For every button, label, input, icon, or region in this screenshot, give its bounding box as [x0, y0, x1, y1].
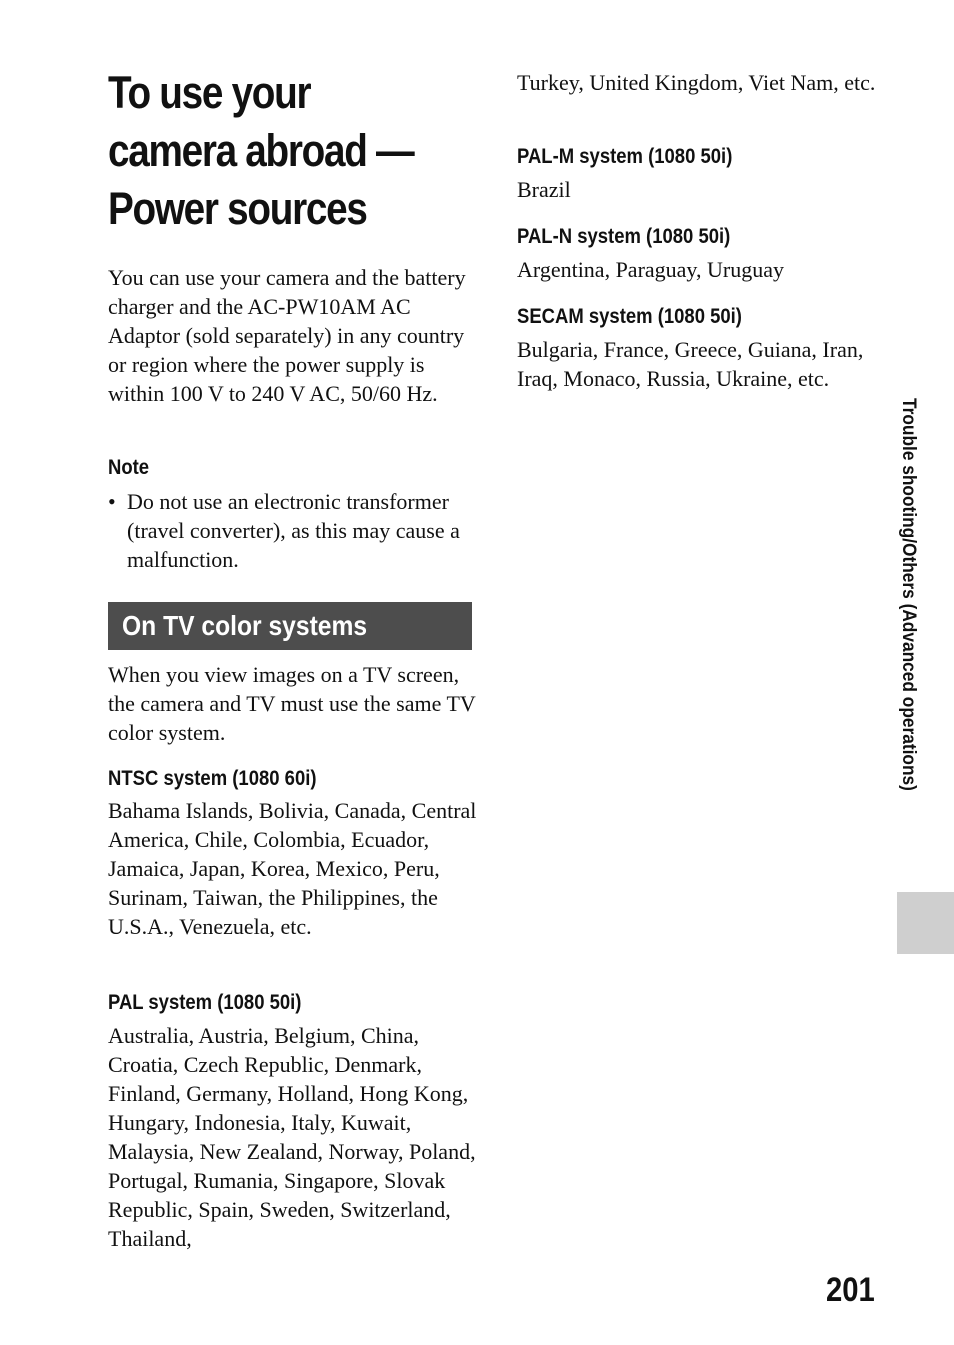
title-line: camera abroad — [108, 125, 414, 176]
bullet-icon: • [108, 489, 116, 514]
system-block-secam [517, 303, 877, 393]
section-header-bar [108, 602, 472, 650]
system-block-ntsc [108, 765, 478, 941]
system-countries: Australia, Austria, Belgium, China, Croatia, Czech Republic, Denmark, Finland, Germany, Holland, Hong Kong, Hungary, Indonesia, Italy, Kuwait, Malaysia, New Zealand, Norway, Poland, Portugal, Rumania, Singapore, Slovak Republic, Spain, Sweden, Switzerland, Thailand, [108, 1023, 476, 1251]
system-countries: Bahama Islands, Bolivia, Canada, Central America, Chile, Colombia, Ecuador, Jamaica, Japan, Korea, Mexico, Peru, Surinam, Taiwan, the Philippines, the U.S.A., Venezuela, etc. [108, 798, 477, 939]
title-line: To use your [108, 67, 311, 118]
tv-section-intro: When you view images on a TV screen, the camera and TV must use the same TV color system. [108, 662, 476, 745]
system-block-pal-n [517, 223, 887, 284]
note-heading: Note [108, 456, 150, 479]
note-list [108, 487, 478, 574]
section-title: On TV color systems [122, 610, 368, 641]
side-section-tab [893, 398, 923, 878]
intro-paragraph: You can use your camera and the battery charger and the AC-PW10AM AC Adaptor (sold separately) in any country or region where the power supply is within 100 V to 240 V AC, 50/60 Hz. [108, 265, 466, 406]
title-line: Power sources [108, 183, 367, 234]
system-heading: PAL system (1080 50i) [108, 991, 302, 1014]
note-item-text: Do not use an electronic transformer (travel converter), as this may cause a malfunction. [127, 489, 460, 572]
system-heading: PAL-M system (1080 50i) [517, 145, 733, 168]
system-countries-continued: Turkey, United Kingdom, Viet Nam, etc. [517, 70, 876, 95]
system-countries: Argentina, Paraguay, Uruguay [517, 257, 784, 282]
system-heading: SECAM system (1080 50i) [517, 305, 742, 328]
system-heading: NTSC system (1080 60i) [108, 767, 317, 790]
system-heading: PAL-N system (1080 50i) [517, 225, 731, 248]
system-block-pal [108, 989, 478, 1253]
system-block-pal-m [517, 143, 887, 204]
note-item [108, 487, 478, 574]
system-countries: Brazil [517, 177, 571, 202]
system-countries: Bulgaria, France, Greece, Guiana, Iran, Iraq, Monaco, Russia, Ukraine, etc. [517, 337, 864, 391]
page-title [108, 64, 435, 238]
side-section-label: Trouble shooting/Others (Advanced operations) [898, 398, 919, 791]
thumb-index-marker [897, 892, 954, 954]
page-number: 201 [826, 1271, 875, 1309]
